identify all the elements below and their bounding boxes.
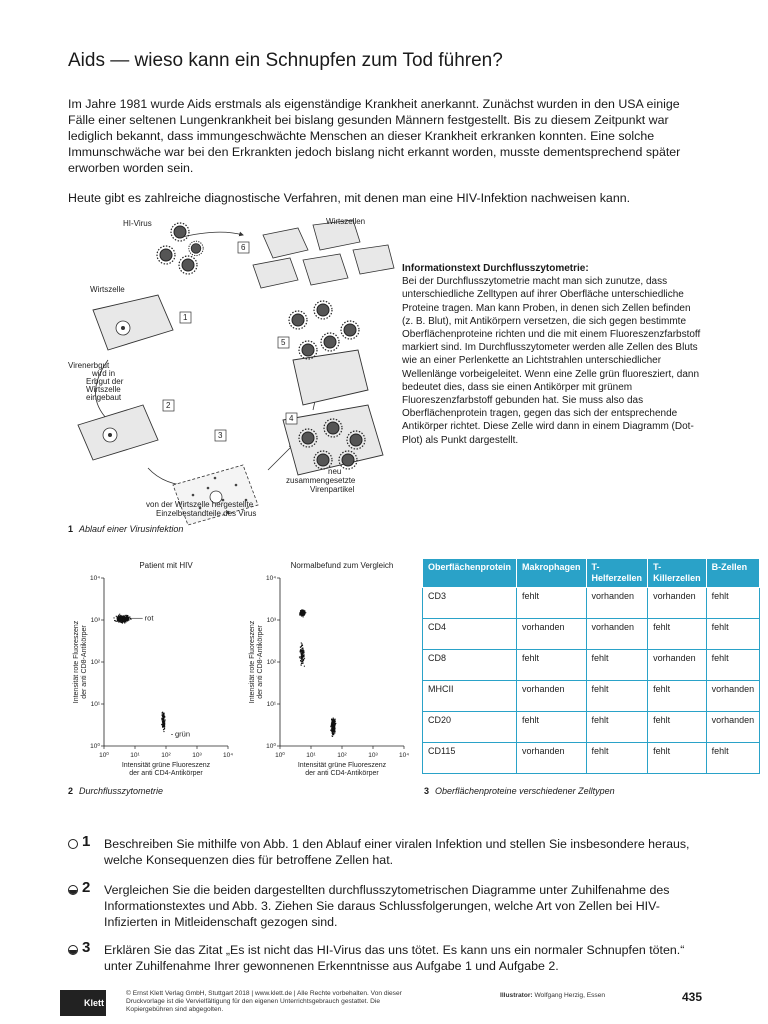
table-cell: fehlt <box>648 619 707 650</box>
illustrator-name: Wolfgang Herzig, Essen <box>534 992 606 999</box>
y-tick-label: 10³ <box>90 617 100 624</box>
label-hi-virus: HI-Virus <box>123 219 152 228</box>
table-row <box>423 712 760 743</box>
figure-1-caption-text: Ablauf einer Virusinfektion <box>79 524 184 534</box>
table-cell: fehlt <box>586 712 648 743</box>
data-point <box>332 734 333 735</box>
y-axis-label-2: der anti CD8-Antikörper <box>257 625 264 699</box>
table-cell: CD115 <box>423 743 517 774</box>
table-cell: vorhanden <box>517 619 587 650</box>
step-6: 6 <box>241 243 246 252</box>
data-point <box>302 644 303 645</box>
table-cell: CD4 <box>423 619 517 650</box>
data-point <box>301 661 302 662</box>
figure-1-caption-number: 1 <box>68 524 74 534</box>
data-point <box>300 656 301 657</box>
data-point <box>301 654 302 655</box>
y-tick-label: 10¹ <box>266 701 276 708</box>
data-point <box>127 620 128 621</box>
host-cell-5 <box>289 301 368 405</box>
table-cell: fehlt <box>586 650 648 681</box>
data-point <box>335 719 336 720</box>
table-cell: vorhanden <box>517 743 587 774</box>
data-point <box>161 712 162 713</box>
data-point <box>162 724 163 725</box>
data-point <box>118 621 119 622</box>
data-point <box>162 721 163 722</box>
data-point <box>301 663 302 664</box>
data-point <box>128 619 129 620</box>
data-point <box>333 718 334 719</box>
difficulty-icon <box>68 945 78 955</box>
data-point <box>119 614 120 615</box>
label-neu-1: neu <box>328 467 342 476</box>
task-text: Vergleichen Sie die beiden dargestellten durchflusszytometrischen Diagramme unter Zuhilfenahme des Informationstextes und Abb. 3. Ziehen Sie daraus Schlussfolgerungen, welche Art von Zellen bei HIV-Infizierten in Mitleidenschaft gezogen sind. <box>104 883 670 929</box>
label-virenerbgut-5: eingebaut <box>86 393 122 402</box>
data-point <box>303 659 304 660</box>
data-point <box>121 619 122 620</box>
data-point <box>333 733 334 734</box>
table-cell: fehlt <box>517 650 587 681</box>
info-heading: Informationstext Durchflusszytometrie: <box>402 263 589 274</box>
x-tick-label: 10³ <box>368 752 378 759</box>
data-point <box>119 621 120 622</box>
data-point <box>125 615 126 616</box>
data-point <box>301 648 302 649</box>
table-cell: fehlt <box>706 650 760 681</box>
data-point <box>163 717 164 718</box>
data-point <box>128 618 129 619</box>
x-tick-label: 10⁰ <box>275 752 285 759</box>
step-2: 2 <box>166 401 171 410</box>
data-point <box>301 613 302 614</box>
table-cell: CD8 <box>423 650 517 681</box>
data-point <box>163 723 164 724</box>
dotplot-hiv-patient <box>62 556 242 781</box>
data-point <box>162 726 163 727</box>
data-point <box>163 713 164 714</box>
data-point <box>124 622 125 623</box>
data-point <box>335 723 336 724</box>
difficulty-icon <box>68 885 78 895</box>
label-einzel-1: von der Wirtszelle hergestellte <box>146 500 254 509</box>
figure-3-caption-number: 3 <box>424 786 430 796</box>
y-tick-label: 10⁴ <box>89 575 100 582</box>
data-point <box>303 656 304 657</box>
dot-cluster <box>299 642 305 666</box>
data-point <box>119 619 120 620</box>
table-cell: fehlt <box>648 743 707 774</box>
data-point <box>332 720 333 721</box>
dotplot-normal <box>238 556 418 781</box>
data-point <box>301 646 302 647</box>
data-point <box>303 614 304 615</box>
data-point <box>117 620 118 621</box>
label-virenerbgut-2: wird in <box>92 369 116 378</box>
data-point <box>121 622 122 623</box>
task-number: 3 <box>82 939 91 956</box>
y-axis-label: Intensität rote Fluoreszenz <box>73 620 80 704</box>
data-point <box>126 618 127 619</box>
header-protein: Oberflächenprotein <box>423 559 517 588</box>
footer <box>60 990 708 1016</box>
data-point <box>334 727 335 728</box>
data-point <box>164 722 165 723</box>
plot-title: Normalbefund zum Vergleich <box>290 561 394 570</box>
data-point <box>302 655 303 656</box>
data-point <box>301 642 302 643</box>
data-point <box>331 724 332 725</box>
label-neu-2: zusammengesetzte <box>286 476 356 485</box>
data-point <box>162 719 163 720</box>
cluster-label: grün <box>174 729 191 739</box>
data-point <box>300 657 301 658</box>
data-point <box>126 617 127 618</box>
table-row <box>423 681 760 712</box>
y-tick-label: 10² <box>90 659 100 666</box>
x-tick-label: 10³ <box>192 752 202 759</box>
data-point <box>115 620 116 621</box>
data-point <box>332 731 333 732</box>
data-point <box>128 617 129 618</box>
data-point <box>117 618 118 619</box>
data-point <box>301 609 302 610</box>
dot-cluster <box>299 609 306 617</box>
data-point <box>302 661 303 662</box>
x-axis-label-2: der anti CD4-Antikörper <box>129 770 203 777</box>
label-einzel-2: Einzelbestandteile des Virus <box>156 509 257 518</box>
data-point <box>333 729 334 730</box>
table-cell: CD3 <box>423 588 517 619</box>
host-cell-1 <box>93 295 173 350</box>
table-cell: fehlt <box>517 712 587 743</box>
logo-text: Klett <box>84 998 104 1008</box>
data-point <box>122 620 123 621</box>
x-tick-label: 10² <box>161 752 171 759</box>
data-point <box>330 730 331 731</box>
step-5: 5 <box>281 338 286 347</box>
table-header-row <box>423 559 760 588</box>
x-tick-label: 10² <box>337 752 347 759</box>
data-point <box>331 722 332 723</box>
data-point <box>163 720 164 721</box>
task-text: Erklären Sie das Zitat „Es ist nicht das HI-Virus das uns tötet. Es kann uns ein normaler Schnupfen töten.“ unter Zuhilfenahme Ihrer gewonnenen Erkenntnisse aus Aufgabe 1 und Aufgabe 2. <box>104 943 685 973</box>
data-point <box>302 651 303 652</box>
table-cell: vorhanden <box>586 619 648 650</box>
table-cell: vorhanden <box>586 588 648 619</box>
x-tick-label: 10⁴ <box>398 752 410 759</box>
label-virenerbgut-1: Virenerbgut <box>68 361 110 370</box>
data-point <box>124 617 125 618</box>
task-number: 1 <box>82 833 91 850</box>
data-point <box>333 719 334 720</box>
data-point <box>164 724 165 725</box>
figure-3-caption <box>424 786 615 796</box>
data-point <box>302 648 303 649</box>
data-point <box>333 721 334 722</box>
dot-cluster <box>161 712 166 732</box>
y-axis-label-2: der anti CD8-Antikörper <box>81 625 88 699</box>
task-number: 2 <box>82 879 91 896</box>
table-row <box>423 588 760 619</box>
data-point <box>331 729 332 730</box>
table-cell: MHCII <box>423 681 517 712</box>
step-3: 3 <box>218 431 223 440</box>
data-point <box>162 715 163 716</box>
figure-2-caption-text: Durchflusszytometrie <box>79 786 164 796</box>
data-point <box>303 610 304 611</box>
data-point <box>332 719 333 720</box>
data-point <box>163 729 164 730</box>
table-cell: fehlt <box>706 743 760 774</box>
figure-1-caption <box>68 524 183 534</box>
data-point <box>127 617 128 618</box>
y-tick-label: 10³ <box>266 617 276 624</box>
table-cell: vorhanden <box>648 650 707 681</box>
x-tick-label: 10⁴ <box>222 752 234 759</box>
data-point <box>300 611 301 612</box>
task-text: Beschreiben Sie mithilfe von Abb. 1 den Ablauf einer viralen Infektion und stellen Sie insbesondere heraus, welche Konsequenzen dies für betroffene Zellen hat. <box>104 837 690 867</box>
data-point <box>303 616 304 617</box>
header-t-killer: T-Killerzellen <box>648 559 707 588</box>
illustrator-label: Illustrator: <box>500 992 533 999</box>
figure-3-caption-text: Oberflächenproteine verschiedener Zelltypen <box>435 786 615 796</box>
data-point <box>164 728 165 729</box>
header-t-helfer: T-Helferzellen <box>586 559 648 588</box>
data-point <box>165 720 166 721</box>
virus-infection-diagram <box>68 210 398 530</box>
table-cell: vorhanden <box>517 681 587 712</box>
host-cell-4 <box>283 405 383 475</box>
table-row <box>423 619 760 650</box>
data-point <box>302 650 303 651</box>
table-cell: fehlt <box>648 712 707 743</box>
table-cell: fehlt <box>586 743 648 774</box>
x-axis-label-2: der anti CD4-Antikörper <box>305 770 379 777</box>
data-point <box>301 665 302 666</box>
figure-2-caption-number: 2 <box>68 786 74 796</box>
klett-logo <box>60 990 106 1016</box>
header-makrophagen: Makrophagen <box>517 559 587 588</box>
figure-2-caption <box>68 786 163 796</box>
data-point <box>127 616 128 617</box>
table-cell: fehlt <box>648 681 707 712</box>
x-tick-label: 10¹ <box>306 752 316 759</box>
page-title: Aids — wieso kann ein Schnupfen zum Tod führen? <box>68 50 503 71</box>
table-cell: vorhanden <box>706 712 760 743</box>
dot-cluster <box>113 614 131 624</box>
data-point <box>301 645 302 646</box>
data-point <box>123 616 124 617</box>
data-point <box>304 658 305 659</box>
x-axis-label: Intensität grüne Fluoreszenz <box>297 762 387 769</box>
table-cell: fehlt <box>706 588 760 619</box>
data-point <box>302 612 303 613</box>
data-point <box>304 666 305 667</box>
label-virenerbgut-3: Erbgut der <box>86 377 124 386</box>
data-point <box>163 715 164 716</box>
cluster-label: rot <box>144 613 154 623</box>
step-1: 1 <box>183 313 188 322</box>
data-point <box>300 652 301 653</box>
data-point <box>163 716 164 717</box>
label-wirtszelle: Wirtszelle <box>90 285 125 294</box>
page-number: 435 <box>682 990 703 1004</box>
difficulty-icon <box>68 839 78 849</box>
x-tick-label: 10⁰ <box>99 752 109 759</box>
data-point <box>121 618 122 619</box>
y-tick-label: 10⁰ <box>266 743 276 750</box>
table-row <box>423 743 760 774</box>
data-point <box>120 620 121 621</box>
data-point <box>129 616 130 617</box>
x-axis-label: Intensität grüne Fluoreszenz <box>121 762 211 769</box>
intro-paragraph: Im Jahre 1981 wurde Aids erstmals als eigenständige Krankheit anerkannt. Zunächst wurden in den USA einige Fälle einer seltenen Lungenkrankheit bei bislang gesunden Männern festgestellt. Bis zu diesem Zeitpunkt war lediglich bekannt, dass immungeschwächte Menschen an dieser Krankheit erkranken konnten. Eine solche Immunschwäche war bei den Erkrankten jedoch bislang nicht erkannt worden, musste dementsprechend später erworben worden sein. <box>68 97 681 175</box>
y-tick-label: 10⁰ <box>90 743 100 750</box>
illustrator-credit <box>500 992 605 999</box>
x-tick-label: 10¹ <box>130 752 140 759</box>
label-virenerbgut-4: Wirtszelle <box>86 385 121 394</box>
data-point <box>332 727 333 728</box>
data-point <box>333 725 334 726</box>
table-row <box>423 650 760 681</box>
task-1 <box>68 833 708 868</box>
dot-cluster <box>330 718 336 737</box>
plot-title: Patient mit HIV <box>139 561 193 570</box>
data-point <box>122 617 123 618</box>
data-point <box>300 660 301 661</box>
data-point <box>126 615 127 616</box>
data-point <box>113 617 114 618</box>
step-4: 4 <box>289 414 294 423</box>
copyright: © Ernst Klett Verlag GmbH, Stuttgart 2018 | www.klett.de | Alle Rechte vorbehalten. Von dieser Druckvorlage ist die Vervielfältigung für den eigenen Unterrichtsgebrauch gestattet. Die Kopiergebühren sind abgegolten. <box>126 990 402 1013</box>
info-text <box>402 262 702 447</box>
data-point <box>334 725 335 726</box>
header-b-zellen: B-Zellen <box>706 559 760 588</box>
intro-paragraph-2: Heute gibt es zahlreiche diagnostische Verfahren, mit denen man eine HIV-Infektion nachweisen kann. <box>68 191 631 205</box>
data-point <box>301 657 302 658</box>
table-cell: fehlt <box>706 619 760 650</box>
table-cell: fehlt <box>586 681 648 712</box>
data-point <box>300 650 301 651</box>
table-cell: vorhanden <box>706 681 760 712</box>
y-axis-label: Intensität rote Fluoreszenz <box>249 620 256 704</box>
task-2 <box>68 879 708 930</box>
data-point <box>302 657 303 658</box>
label-wirtszellen: Wirtszellen <box>326 217 366 226</box>
data-point <box>332 722 333 723</box>
table-cell: vorhanden <box>648 588 707 619</box>
y-tick-label: 10¹ <box>90 701 100 708</box>
data-point <box>124 618 125 619</box>
info-body: Bei der Durchflusszytometrie macht man sich zunutze, dass unterschiedliche Zelltypen auf ihrer Oberfläche unterschiedliche Proteine tragen. Man kann Proben, in denen sich Zellen befinden (z. B. Blut), mit Antikörpern versetzen, die sich gegen bestimmte Oberflächenproteine richten und die mit einem Fluoreszenzfarbstoff markiert sind. Im Durchflusszytometer werden alle Zellen des Bluts wie an einer Perlenkette an Lichtstrahlen unterschiedlicher Wellenlänge vorbeigeleitet. Wenn eine Zelle grün fluoresziert, dann bedeutet dies, dass sie einen Antikörper mit grünem Fluoreszenzfarbstoff gebunden hat. Sie muss also das Oberflächenprotein tragen, gegen das sich der entsprechende Antikörper richtet. Diese Zelle wird dann in einem Diagramm (Dot-Plot) als Punkt dargestellt. <box>402 276 701 446</box>
host-cell-2 <box>78 405 158 460</box>
task-3 <box>68 939 708 974</box>
data-point <box>302 614 303 615</box>
data-point <box>120 618 121 619</box>
data-point <box>164 725 165 726</box>
y-tick-label: 10² <box>266 659 276 666</box>
y-tick-label: 10⁴ <box>265 575 276 582</box>
data-point <box>163 731 164 732</box>
host-cells-6 <box>253 220 394 288</box>
data-point <box>119 616 120 617</box>
data-point <box>304 651 305 652</box>
table-cell: CD20 <box>423 712 517 743</box>
data-point <box>300 610 301 611</box>
data-point <box>124 620 125 621</box>
label-neu-3: Virenpartikel <box>310 485 355 494</box>
data-point <box>299 657 300 658</box>
surface-protein-table <box>422 558 760 774</box>
data-point <box>118 615 119 616</box>
data-point <box>333 723 334 724</box>
data-point <box>332 736 333 737</box>
table-cell: fehlt <box>517 588 587 619</box>
